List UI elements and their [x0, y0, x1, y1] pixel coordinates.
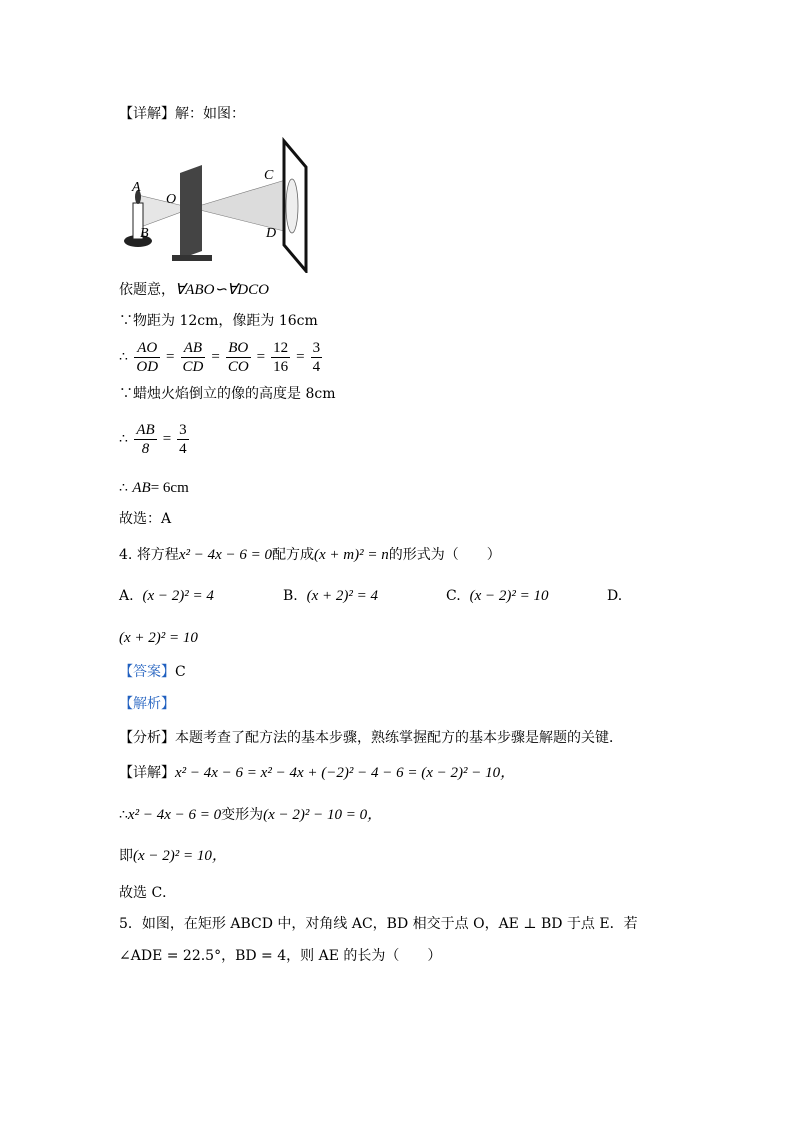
frac-3-4b: [177, 421, 189, 458]
frac-num: BO: [226, 339, 251, 358]
frac-3-4: [311, 339, 323, 376]
frac-12-16: [271, 339, 290, 376]
option-a: [119, 586, 214, 606]
fenxi-text: 本题考查了配方法的基本步骤，熟练掌握配方的基本步骤是解题的关键．: [175, 730, 623, 746]
option-label: A.: [119, 588, 134, 604]
frac-den: 8: [141, 440, 150, 457]
option-expr: (x + 2)² = 4: [306, 588, 379, 604]
option-label: D.: [607, 588, 623, 604]
result-expr: (x − 2)² = 10，: [133, 848, 227, 864]
frac-den: 4: [179, 440, 187, 457]
distance-line: ∵物距为 12cm，像距为 16cm: [119, 313, 318, 329]
frac-num: AB: [181, 339, 206, 358]
frac-num: 12: [273, 339, 289, 356]
fenxi-line: [119, 728, 623, 748]
pinhole-figure: [122, 133, 312, 273]
question-text: 配方成: [272, 547, 314, 563]
choose-c-line: 故选 C．: [119, 885, 177, 901]
similar-line: [119, 280, 269, 300]
fenxi-label: 【分析】: [119, 730, 175, 746]
detail-text: 解：如图：: [175, 106, 245, 122]
result-line: [119, 478, 189, 498]
xiangjie-line: [119, 763, 515, 783]
result-4-line: [119, 846, 227, 866]
detail-label: 【详解】: [119, 106, 175, 122]
flame-line: ∵蜡烛火焰倒立的像的高度是 8cm: [119, 386, 336, 402]
option-c: [446, 586, 548, 606]
choose-a-line: 故选：A: [119, 511, 172, 527]
frac-den: CO: [227, 358, 249, 375]
transform-line: [119, 805, 382, 825]
answer-line: [119, 662, 186, 682]
transform-expr1: x² − 4x − 6 = 0: [127, 807, 222, 823]
frac-num: AO: [134, 339, 160, 358]
option-label: B.: [283, 588, 298, 604]
therefore-symbol: ∴: [119, 480, 128, 496]
analysis-label: 【解析】: [119, 696, 175, 712]
beam-right: [192, 178, 292, 233]
frac-num: AB: [136, 421, 155, 438]
question-equation: x² − 4x − 6 = 0: [178, 547, 272, 563]
question-5-line2: ∠ADE = 22.5°，BD = 4，则 AE 的长为（ ）: [119, 948, 442, 964]
question-4: [119, 545, 501, 565]
similar-prefix: 依题意，: [119, 282, 175, 298]
result-prefix: 即: [119, 848, 133, 864]
frac-den: 16: [273, 358, 289, 375]
label-o: O: [166, 192, 177, 207]
pinhole-board: [180, 165, 202, 259]
frac-num: 3: [312, 339, 321, 356]
option-label: C.: [446, 588, 461, 604]
question-text: 将方程: [136, 547, 179, 563]
option-b: [283, 586, 378, 606]
ratio-line: ∴ $\frac{AO}{OD}$ = $\frac{AB}{CD}$ = $\frac{BO}{CO}$ = $\frac{12}{16}$ = $\frac{3}{4}$: [119, 339, 321, 375]
similar-expr: ∀ABO∽∀DCO: [175, 282, 269, 298]
detail-header: [119, 104, 245, 124]
label-b: B: [140, 226, 149, 241]
transform-expr2: (x − 2)² − 10 = 0，: [263, 807, 383, 823]
label-c: C: [264, 168, 274, 183]
frac-den: 4: [312, 358, 321, 375]
therefore-symbol: ∴: [119, 431, 128, 447]
xiangjie-label: 【详解】: [119, 765, 175, 781]
answer-value: C: [175, 664, 186, 680]
question-form: (x + m)² = n: [314, 547, 389, 563]
option-d: [607, 586, 622, 606]
label-a: A: [132, 180, 141, 195]
frac-num: 3: [179, 421, 187, 438]
option-expr: (x + 2)² = 10: [119, 630, 198, 646]
transform-text: 变形为: [221, 807, 264, 823]
frac-ab-8: [134, 421, 156, 458]
frac-den: CD: [182, 358, 204, 375]
frac-den: OD: [136, 358, 159, 375]
image-ellipse: [286, 179, 298, 233]
frac-ab-cd: [181, 339, 206, 376]
answer-label: 【答案】: [119, 664, 175, 680]
option-expr: (x − 2)² = 4: [142, 588, 214, 604]
ratio2-line: ∴ $\frac{AB}{8}$ = $\frac{3}{4}$: [119, 421, 187, 457]
therefore-symbol: ∴: [119, 807, 128, 823]
frac-bo-co: [226, 339, 251, 376]
option-expr: (x − 2)² = 10: [469, 588, 549, 604]
result-lhs: AB: [132, 480, 151, 496]
question-text: 的形式为（ ）: [388, 547, 501, 563]
therefore-symbol: ∴: [119, 349, 128, 365]
label-d: D: [266, 226, 277, 241]
option-d-expr-line: [119, 628, 198, 648]
question-number: 4.: [119, 547, 133, 563]
frac-ao-od: [134, 339, 160, 376]
question-5-line1: 5．如图，在矩形 ABCD 中，对角线 AC，BD 相交于点 O，AE ⊥ BD 于点 E．若: [119, 916, 638, 932]
board-stand: [172, 255, 212, 261]
xiangjie-expr: x² − 4x − 6 = x² − 4x + (−2)² − 4 − 6 = (x − 2)² − 10，: [175, 765, 516, 781]
result-rhs: = 6cm: [150, 480, 189, 496]
